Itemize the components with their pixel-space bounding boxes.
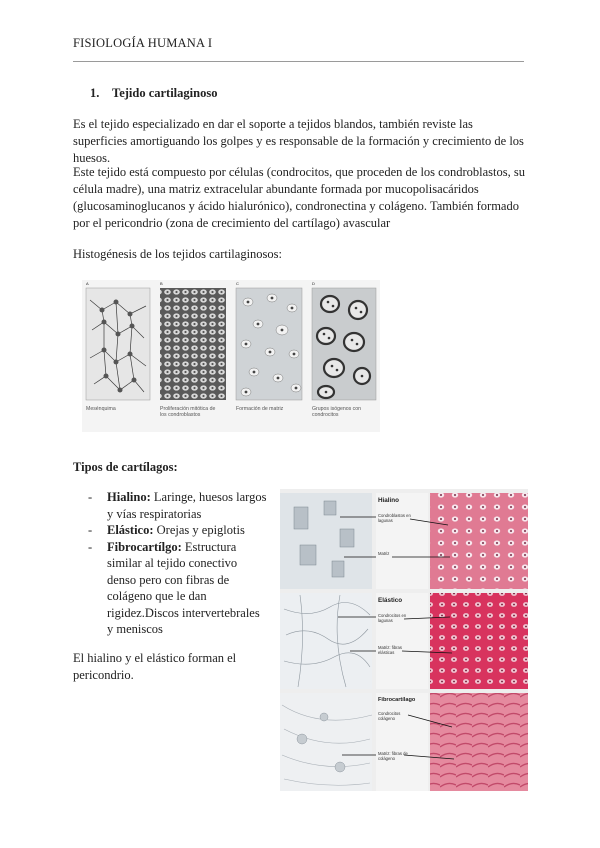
list-item bbox=[88, 522, 268, 539]
paragraph-composition: Este tejido está compuesto por células (condrocitos, que proceden de los condroblastos, su célula madre), una matriz extracelular abundante formada por mucopolisacáridos (glucosaminoglucanos y ácido hialurónico), condronectina y colágeno. También formado por el pericondrio (zona de crecimiento del cartílago) avascular bbox=[73, 165, 525, 230]
elastic-label-2: Matriz: fibras elásticas bbox=[378, 645, 402, 655]
fibrocartilage-drawing bbox=[280, 693, 372, 791]
list-item bbox=[88, 489, 268, 522]
type-description: Orejas y epiglotis bbox=[153, 523, 245, 537]
panel-b-letter: B bbox=[160, 281, 163, 286]
cartilage-types-list bbox=[88, 489, 268, 638]
elastic-label-1: Condrocitos en lagunas bbox=[378, 613, 407, 623]
fibrocartilage-label-1: Condrocitos colágeno bbox=[378, 711, 401, 721]
panel-d-letter: D bbox=[312, 281, 315, 286]
cartilage-types-figure bbox=[280, 489, 528, 791]
types-heading: Tipos de cartílagos: bbox=[73, 460, 178, 474]
panel-a-letter: A bbox=[86, 281, 89, 286]
panel-b-caption: Proliferación mitótica de los condroblastos bbox=[160, 406, 216, 418]
elastic-micrograph bbox=[430, 593, 528, 689]
panel-c-letter: C bbox=[236, 281, 239, 286]
document-header: FISIOLOGÍA HUMANA I bbox=[73, 36, 213, 50]
hyaline-label-box bbox=[376, 493, 428, 589]
hyaline-title: Hialino bbox=[378, 497, 399, 504]
header-divider bbox=[73, 61, 524, 62]
fibrocartilage-micrograph bbox=[430, 693, 528, 791]
type-description: Estructura similar al tejido conectivo denso pero con fibras de colágeno que le dan rigidez.Discos intervertebrales y meniscos bbox=[107, 539, 260, 636]
paragraph-definition: Es el tejido especializado en dar el soporte a tejidos blandos, también reviste las superficies amortiguando los golpes y es responsable de la formación y crecimiento de los huesos. bbox=[73, 117, 524, 165]
hyaline-micrograph bbox=[430, 493, 528, 589]
fibrocartilage-label-box bbox=[376, 693, 428, 791]
section-heading bbox=[90, 86, 217, 101]
paragraph-histogenesis-intro: Histogénesis de los tejidos cartilaginosos: bbox=[73, 247, 283, 261]
cartilage-types-illustration bbox=[280, 489, 528, 791]
fibrocartilage-label-2: Matriz: fibras de colágeno bbox=[378, 751, 408, 761]
panel-b-proliferation bbox=[160, 288, 226, 400]
panel-a-caption: Mesénquima bbox=[86, 406, 116, 412]
panel-d-caption: Grupos isógenos con condrocitos bbox=[312, 406, 362, 418]
elastic-drawing bbox=[280, 593, 372, 689]
type-term: Elástico: bbox=[107, 523, 154, 537]
list-item bbox=[88, 539, 268, 638]
histogenesis-figure bbox=[82, 280, 380, 432]
hyaline-label-2: Matriz bbox=[378, 551, 390, 556]
section-number: 1. bbox=[90, 86, 100, 100]
type-term: Fibrocartílgo: bbox=[107, 539, 182, 554]
paragraph-perichondrium: El hialino y el elástico forman el pericondrio. bbox=[73, 651, 237, 682]
elastic-title: Elástico bbox=[378, 597, 403, 604]
elastic-label-box bbox=[376, 593, 428, 689]
type-term: Hialino: bbox=[107, 490, 151, 504]
type-description: Laringe, huesos largos y vías respiratorias bbox=[107, 490, 267, 521]
section-title: Tejido cartilaginoso bbox=[112, 86, 218, 100]
panel-c-caption: Formación de matriz bbox=[236, 406, 284, 412]
fibrocartilage-title: Fibrocartílago bbox=[378, 697, 416, 703]
hyaline-label-1: Condroblastos en lagunas bbox=[378, 513, 411, 523]
